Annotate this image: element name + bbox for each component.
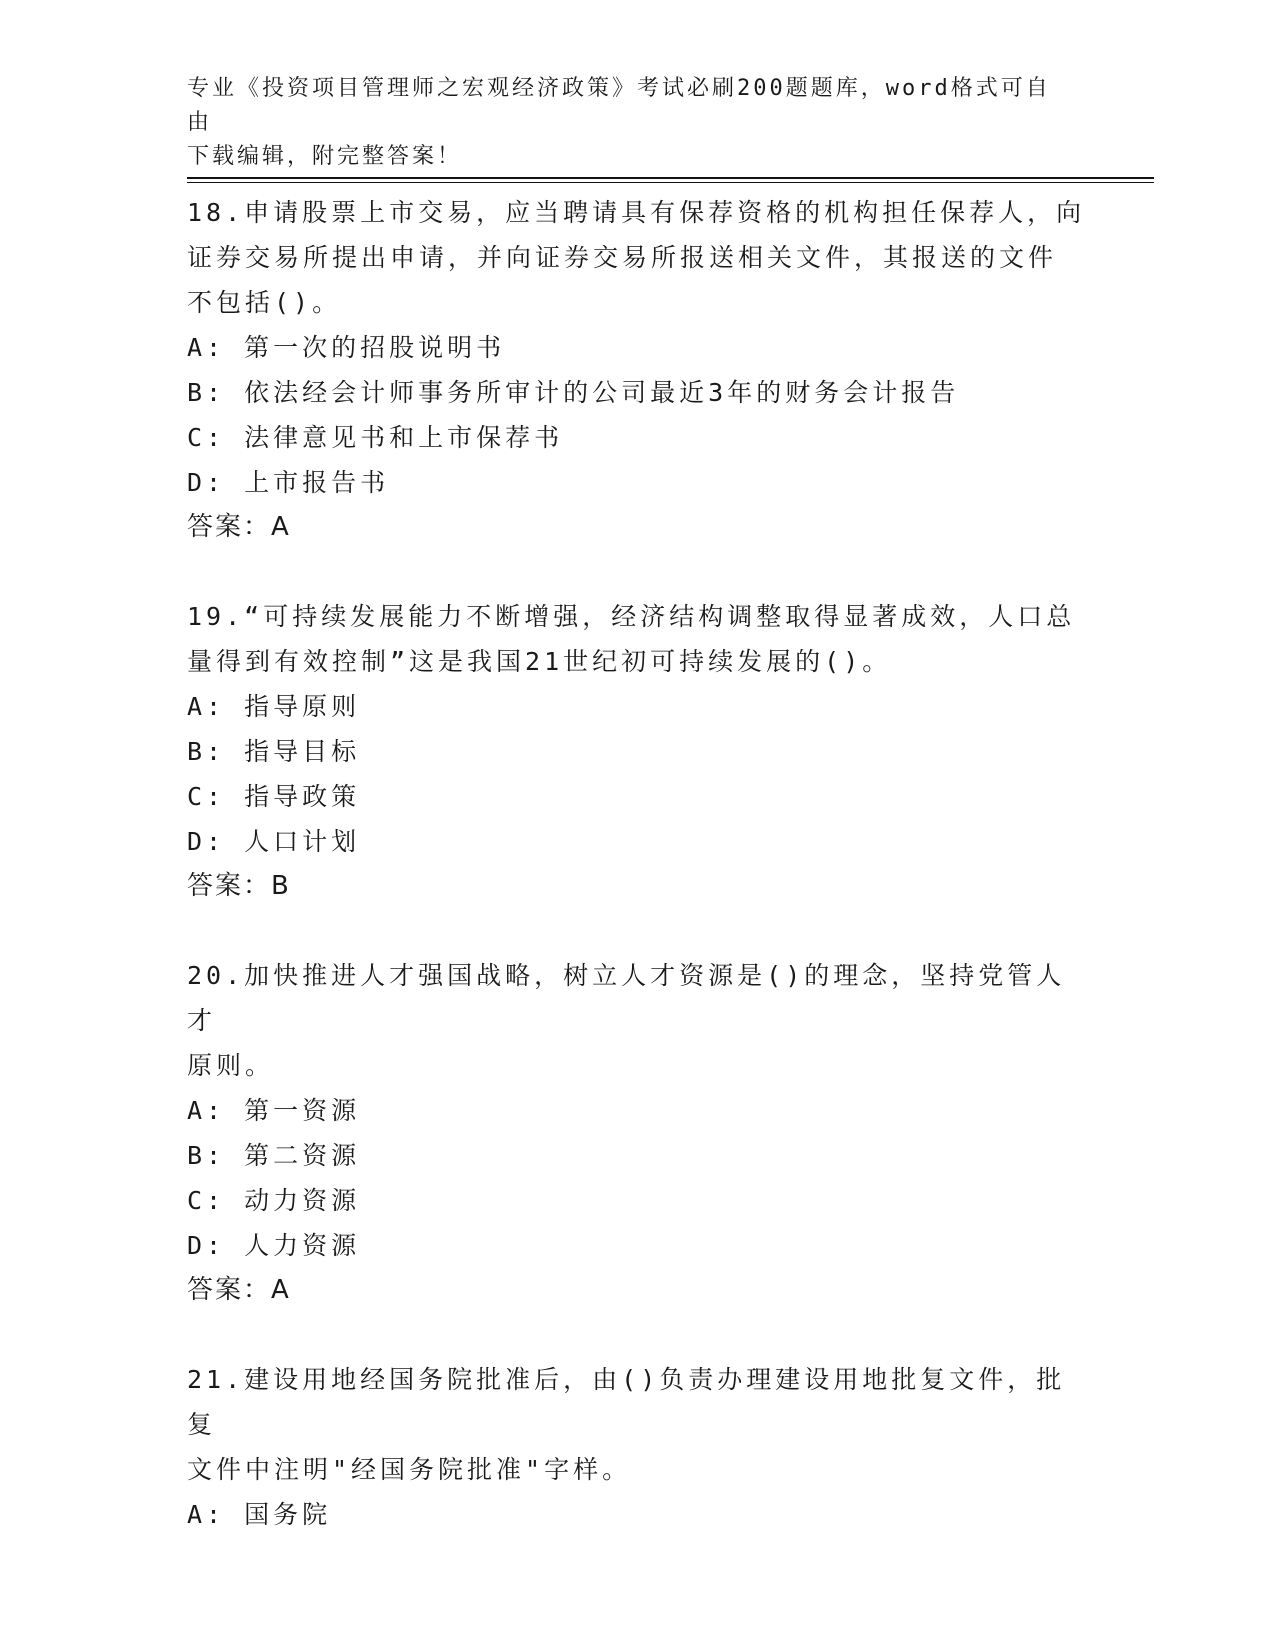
option-key: B:	[187, 737, 226, 766]
option-text: 人口计划	[244, 827, 361, 856]
option-key: A:	[187, 692, 226, 721]
document-header	[187, 72, 1067, 174]
option-key: D:	[187, 827, 226, 856]
option-b	[187, 1133, 1087, 1178]
option-key: C:	[187, 423, 226, 452]
question-stem-line: 证券交易所提出申请，并向证券交易所报送相关文件，其报送的文件	[187, 243, 1058, 272]
option-a	[187, 325, 1087, 370]
option-text: 国务院	[244, 1500, 332, 1529]
option-key: D:	[187, 468, 226, 497]
question-stem-line: 原则。	[187, 1051, 275, 1080]
question-stem-line: 不包括()。	[187, 288, 342, 317]
question-stem-line: 19.“可持续发展能力不断增强，经济结构调整取得显著成效，人口总	[187, 602, 1076, 631]
question-stem-line: 文件中注明"经国务院批准"字样。	[187, 1455, 632, 1484]
option-key: C:	[187, 1186, 226, 1215]
question-20	[187, 953, 1087, 1313]
option-key: A:	[187, 333, 226, 362]
option-text: 指导原则	[244, 692, 361, 721]
option-d	[187, 460, 1087, 505]
option-key: C:	[187, 782, 226, 811]
answer-label: 答案：A	[187, 1275, 291, 1305]
question-18	[187, 190, 1087, 550]
answer-label: 答案：B	[187, 871, 291, 901]
option-text: 指导目标	[244, 737, 361, 766]
option-key: D:	[187, 1231, 226, 1260]
header-line-1: 专业《投资项目管理师之宏观经济政策》考试必刷200题题库，word格式可自由	[187, 76, 1051, 135]
header-divider-thick	[187, 177, 1154, 179]
question-stem-line: 量得到有效控制”这是我国21世纪初可持续发展的()。	[187, 647, 892, 676]
option-d	[187, 819, 1087, 864]
option-text: 依法经会计师事务所审计的公司最近3年的财务会计报告	[244, 378, 960, 407]
option-text: 动力资源	[244, 1186, 361, 1215]
option-c	[187, 774, 1087, 819]
header-line-2: 下载编辑，附完整答案！	[187, 144, 463, 169]
question-21	[187, 1357, 1087, 1537]
option-c	[187, 1178, 1087, 1223]
option-text: 第一资源	[244, 1096, 361, 1125]
option-b	[187, 729, 1087, 774]
option-text: 指导政策	[244, 782, 361, 811]
option-a	[187, 1088, 1087, 1133]
option-key: A:	[187, 1500, 226, 1529]
option-text: 第二资源	[244, 1141, 361, 1170]
option-text: 上市报告书	[244, 468, 390, 497]
header-divider-thin	[187, 182, 1154, 183]
option-a	[187, 684, 1087, 729]
option-text: 人力资源	[244, 1231, 361, 1260]
option-a	[187, 1492, 1087, 1537]
option-text: 法律意见书和上市保荐书	[244, 423, 564, 452]
question-list	[187, 190, 1087, 1581]
question-stem-line: 18.申请股票上市交易，应当聘请具有保荐资格的机构担任保荐人，向	[187, 198, 1086, 227]
option-key: A:	[187, 1096, 226, 1125]
option-text: 第一次的招股说明书	[244, 333, 506, 362]
answer-label: 答案：A	[187, 512, 291, 542]
question-stem-line: 21.建设用地经国务院批准后，由()负责办理建设用地批复文件，批复	[187, 1365, 1066, 1439]
question-stem-line: 20.加快推进人才强国战略，树立人才资源是()的理念，坚持党管人才	[187, 961, 1066, 1035]
option-key: B:	[187, 378, 226, 407]
option-d	[187, 1223, 1087, 1268]
option-c	[187, 415, 1087, 460]
option-key: B:	[187, 1141, 226, 1170]
option-b	[187, 370, 1087, 415]
question-19	[187, 594, 1087, 909]
